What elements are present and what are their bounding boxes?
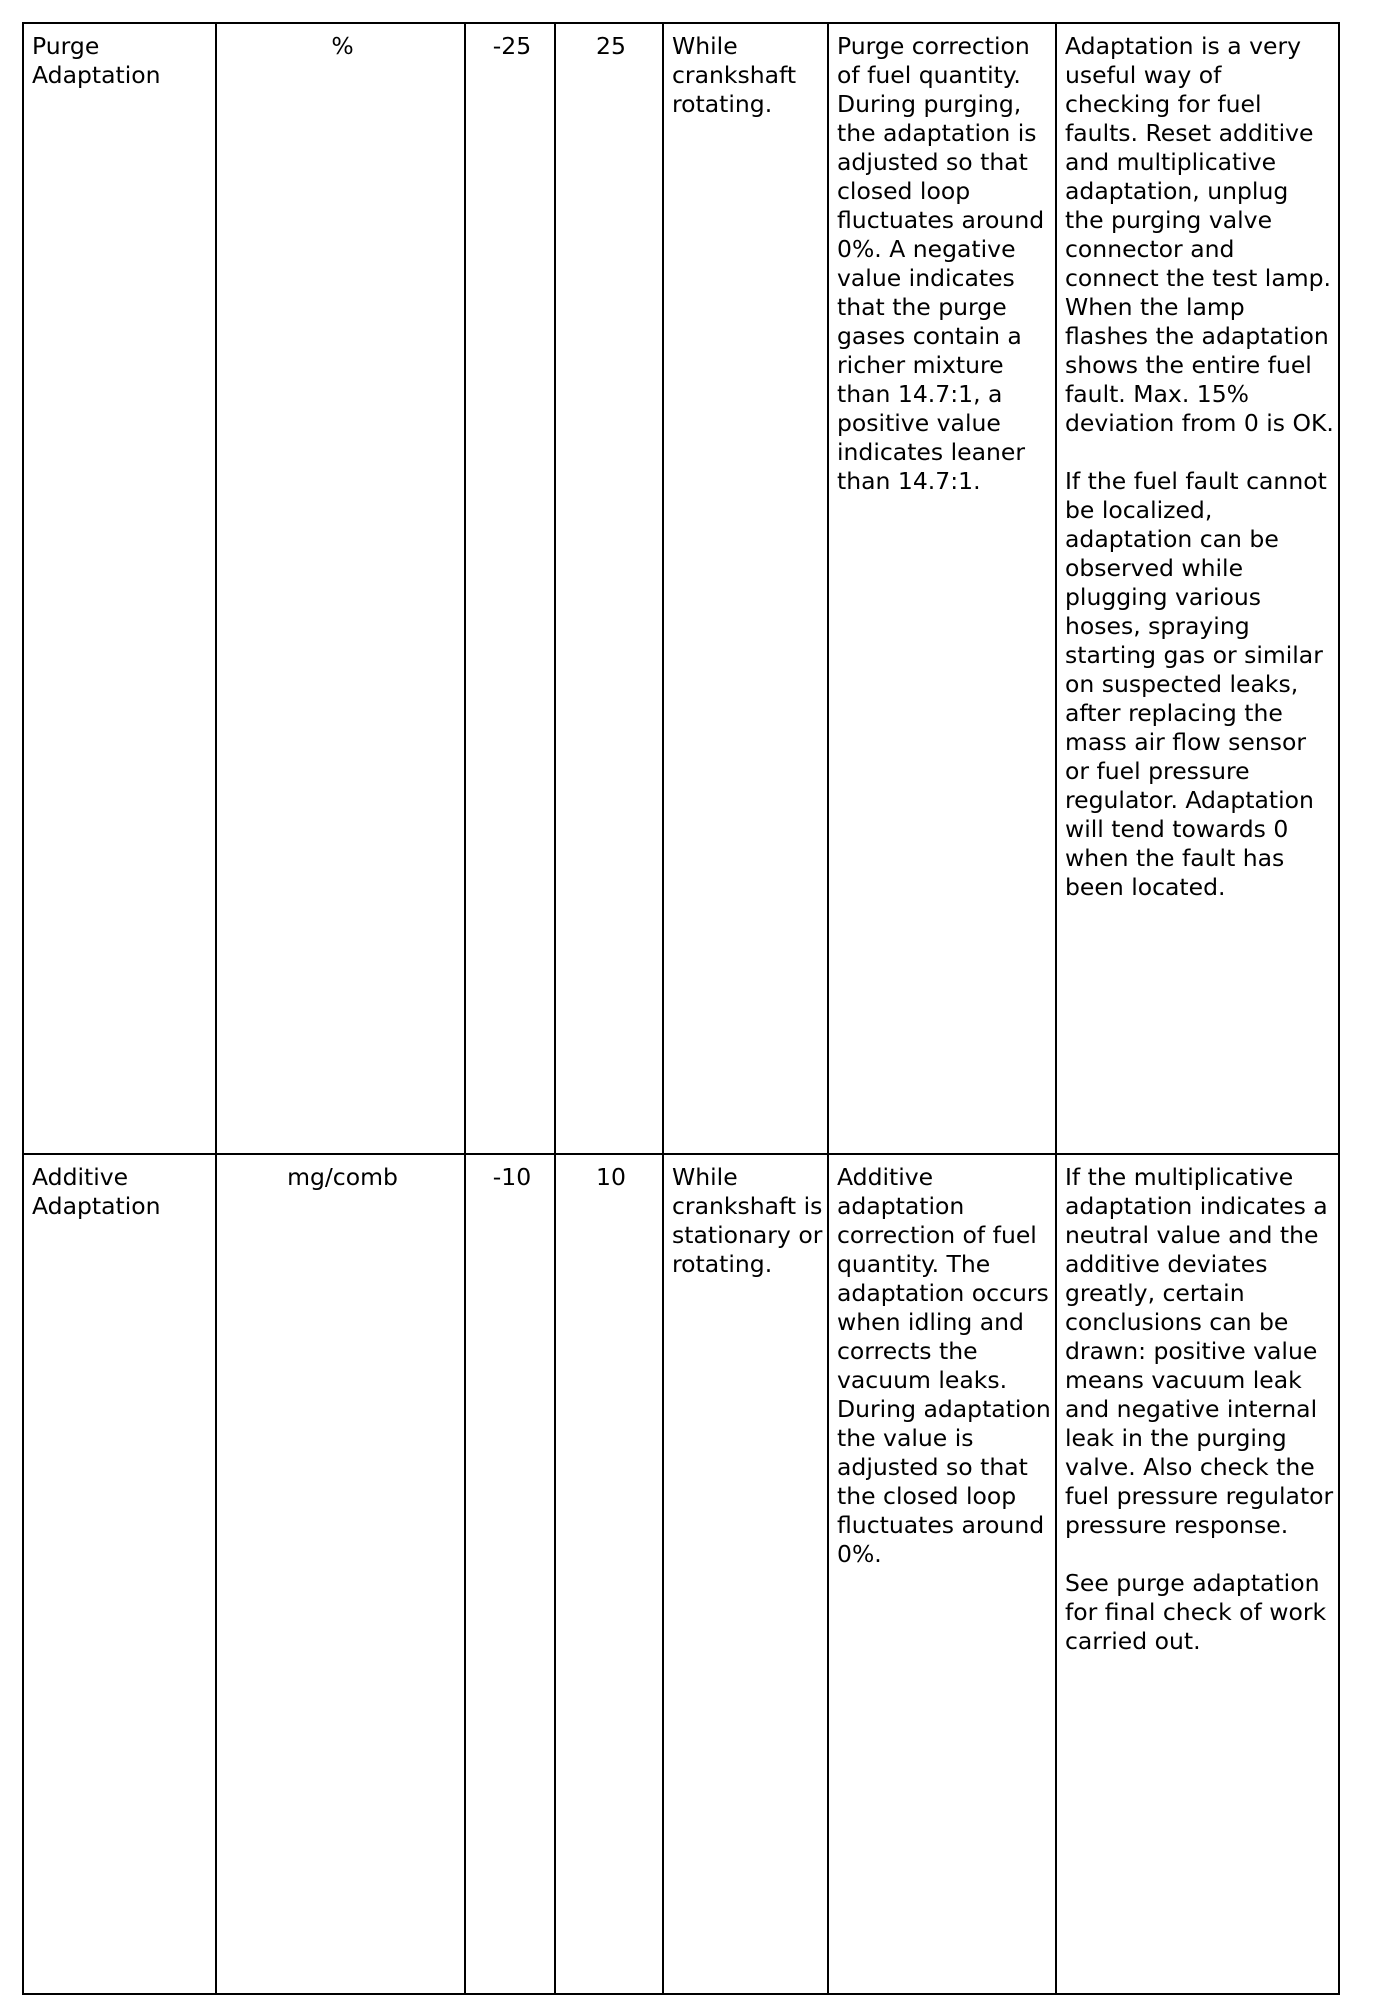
note-paragraph: If the multiplicative adaptation indicates a neutral value and the additive deviates greatly, certain conclusions can be drawn: positive value means vacuum leak and negative internal leak in the purging valve. Also check the fuel pressure regulator pressure response. (1065, 1163, 1334, 1539)
note-paragraph: See purge adaptation for final check of work carried out. (1065, 1569, 1327, 1655)
min-value: -10 (465, 1154, 555, 1994)
unit-cell: mg/comb (216, 1154, 465, 1994)
table-row (23, 1154, 1339, 1994)
parameter-name: Additive Adaptation (23, 1154, 216, 1994)
max-value: 25 (555, 23, 663, 1154)
table-row (23, 23, 1339, 1154)
notes-cell (1056, 23, 1339, 1154)
condition-cell: While crankshaft is stationary or rotating. (663, 1154, 828, 1994)
parameter-name: Purge Adaptation (23, 23, 216, 1154)
unit-cell: % (216, 23, 465, 1154)
min-value: -25 (465, 23, 555, 1154)
notes-cell (1056, 1154, 1339, 1994)
condition-cell: While crankshaft rotating. (663, 23, 828, 1154)
description-cell: Additive adaptation correction of fuel quantity. The adaptation occurs when idling and corrects the vacuum leaks. During adaptation the value is adjusted so that the closed loop fluctuates around 0%. (828, 1154, 1056, 1994)
adaptation-parameters-table (22, 22, 1340, 1995)
note-paragraph: Adaptation is a very useful way of checking for fuel faults. Reset additive and multiplicative adaptation, unplug the purging valve connector and connect the test lamp. When the lamp flashes the adaptation shows the entire fuel fault. Max. 15% deviation from 0 is OK. (1065, 32, 1334, 437)
note-paragraph: If the fuel fault cannot be localized, adaptation can be observed while plugging various hoses, spraying starting gas or similar on suspected leaks, after replacing the mass air flow sensor or fuel pressure regulator. Adaptation will tend towards 0 when the fault has been located. (1065, 467, 1327, 901)
max-value: 10 (555, 1154, 663, 1994)
description-cell: Purge correction of fuel quantity. During purging, the adaptation is adjusted so that closed loop fluctuates around 0%. A negative value indicates that the purge gases contain a richer mixture than 14.7:1, a positive value indicates leaner than 14.7:1. (828, 23, 1056, 1154)
